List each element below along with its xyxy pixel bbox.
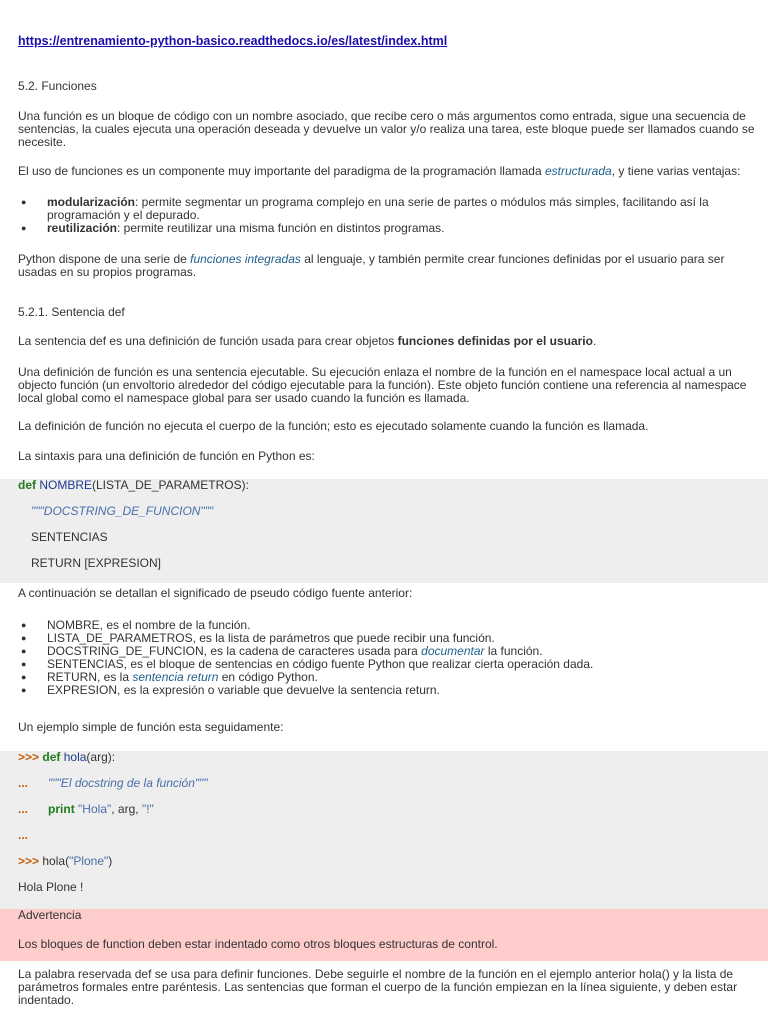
code-line: ... print "Hola", arg, "!" [18,802,154,816]
list-item: ● reutilización: permite reutilizar una misma función en distintos programas. [18,222,761,235]
example-code-block [0,751,768,909]
body-exec-paragraph: La definición de función no ejecuta el cuerpo de la función; esto es ejecutado solamente cuando la función es llamada. [18,419,649,433]
paradigm-paragraph: El uso de funciones es un componente muy importante del paradigma de la programación llamada estructurada, y tiene varias ventajas: [18,164,741,178]
code-line: >>> def hola(arg): [18,750,116,764]
warning-text: Los bloques de function deben estar indentado como otros bloques estructuras de control. [18,937,498,951]
builtins-paragraph: Python dispone de una serie de funciones integradas al lenguaje, y también permite crear funciones definidas por el usuario para ser usadas en su propios programas. [18,252,725,279]
documentar-link[interactable]: documentar [421,644,485,658]
def-paragraph: La sentencia def es una definición de función usada para crear objetos funciones definidas por el usuario. [18,334,597,348]
meanings-intro-paragraph: A continuación se detallan el significado de pseudo código fuente anterior: [18,586,413,600]
meanings-list [18,619,593,697]
subsection-title: 5.2.1. Sentencia def [18,305,125,319]
list-item: ● modularización: permite segmentar un programa complejo en una serie de partes o módulos más simples, facilitando así la programación y el depurado. [18,196,761,222]
sentencia-return-link[interactable]: sentencia return [132,670,219,684]
list-item: ● RETURN, es la sentencia return en código Python. [18,671,593,684]
code-line: >>> hola("Plone") [18,854,113,868]
section-title: 5.2. Funciones [18,79,97,93]
code-line: SENTENCIAS [31,530,108,544]
example-intro-paragraph: Un ejemplo simple de función esta seguidamente: [18,720,284,734]
code-line: def NOMBRE(LISTA_DE_PARAMETROS): [18,478,249,492]
warning-title: Advertencia [18,908,82,922]
code-line: ... [18,828,29,842]
list-item: ● DOCSTRING_DE_FUNCION, es la cadena de caracteres usada para documentar la función. [18,645,593,658]
advantages-list [18,196,761,235]
source-url-link[interactable]: https://entrenamiento-python-basico.readthedocs.io/es/latest/index.html [18,34,448,48]
warning-box [0,909,768,961]
syntax-intro-paragraph: La sintaxis para una definición de función en Python es: [18,449,315,463]
code-output: Hola Plone ! [18,880,84,894]
syntax-code-block [0,479,768,583]
estructurada-link[interactable]: estructurada [544,164,612,178]
def-keyword-paragraph: La palabra reservada def se usa para definir funciones. Debe seguirle el nombre de la función en el ejemplo anterior hola() y la lista de parámetros formales entre paréntesis. Las sentencias que forman el cuerpo de la función empiezan en la línea siguiente, y deben estar indentado. [18,967,738,1007]
executable-paragraph: Una definición de función es una sentencia ejecutable. Su ejecución enlaza el nombre de la función en el namespace local actual a un objecto función (un envoltorio alrededor del código ejecutable para la función). Este objeto función contiene una referencia al namespace local global como el namespace global para ser usado cuando la función es llamada. [18,365,747,405]
code-line: """DOCSTRING_DE_FUNCION""" [31,504,214,518]
list-item: ● EXPRESION, es la expresión o variable que devuelve la sentencia return. [18,684,593,697]
list-item: ● NOMBRE, es el nombre de la función. [18,619,593,632]
code-line: ... """El docstring de la función""" [18,776,208,790]
list-item: ● LISTA_DE_PARAMETROS, es la lista de parámetros que puede recibir una función. [18,632,593,645]
funciones-integradas-link[interactable]: funciones integradas [190,252,301,266]
list-item: ● SENTENCIAS, es el bloque de sentencias en código fuente Python que realizar cierta operación dada. [18,658,593,671]
code-line: RETURN [EXPRESION] [31,556,162,570]
intro-paragraph: Una función es un bloque de código con un nombre asociado, que recibe cero o más argumentos como entrada, sigue una secuencia de sentencias, la cuales ejecuta una operación deseada y devuelve un valor y/o realiza una tarea, este bloque puede ser llamados cuando se necesite. [18,109,755,149]
